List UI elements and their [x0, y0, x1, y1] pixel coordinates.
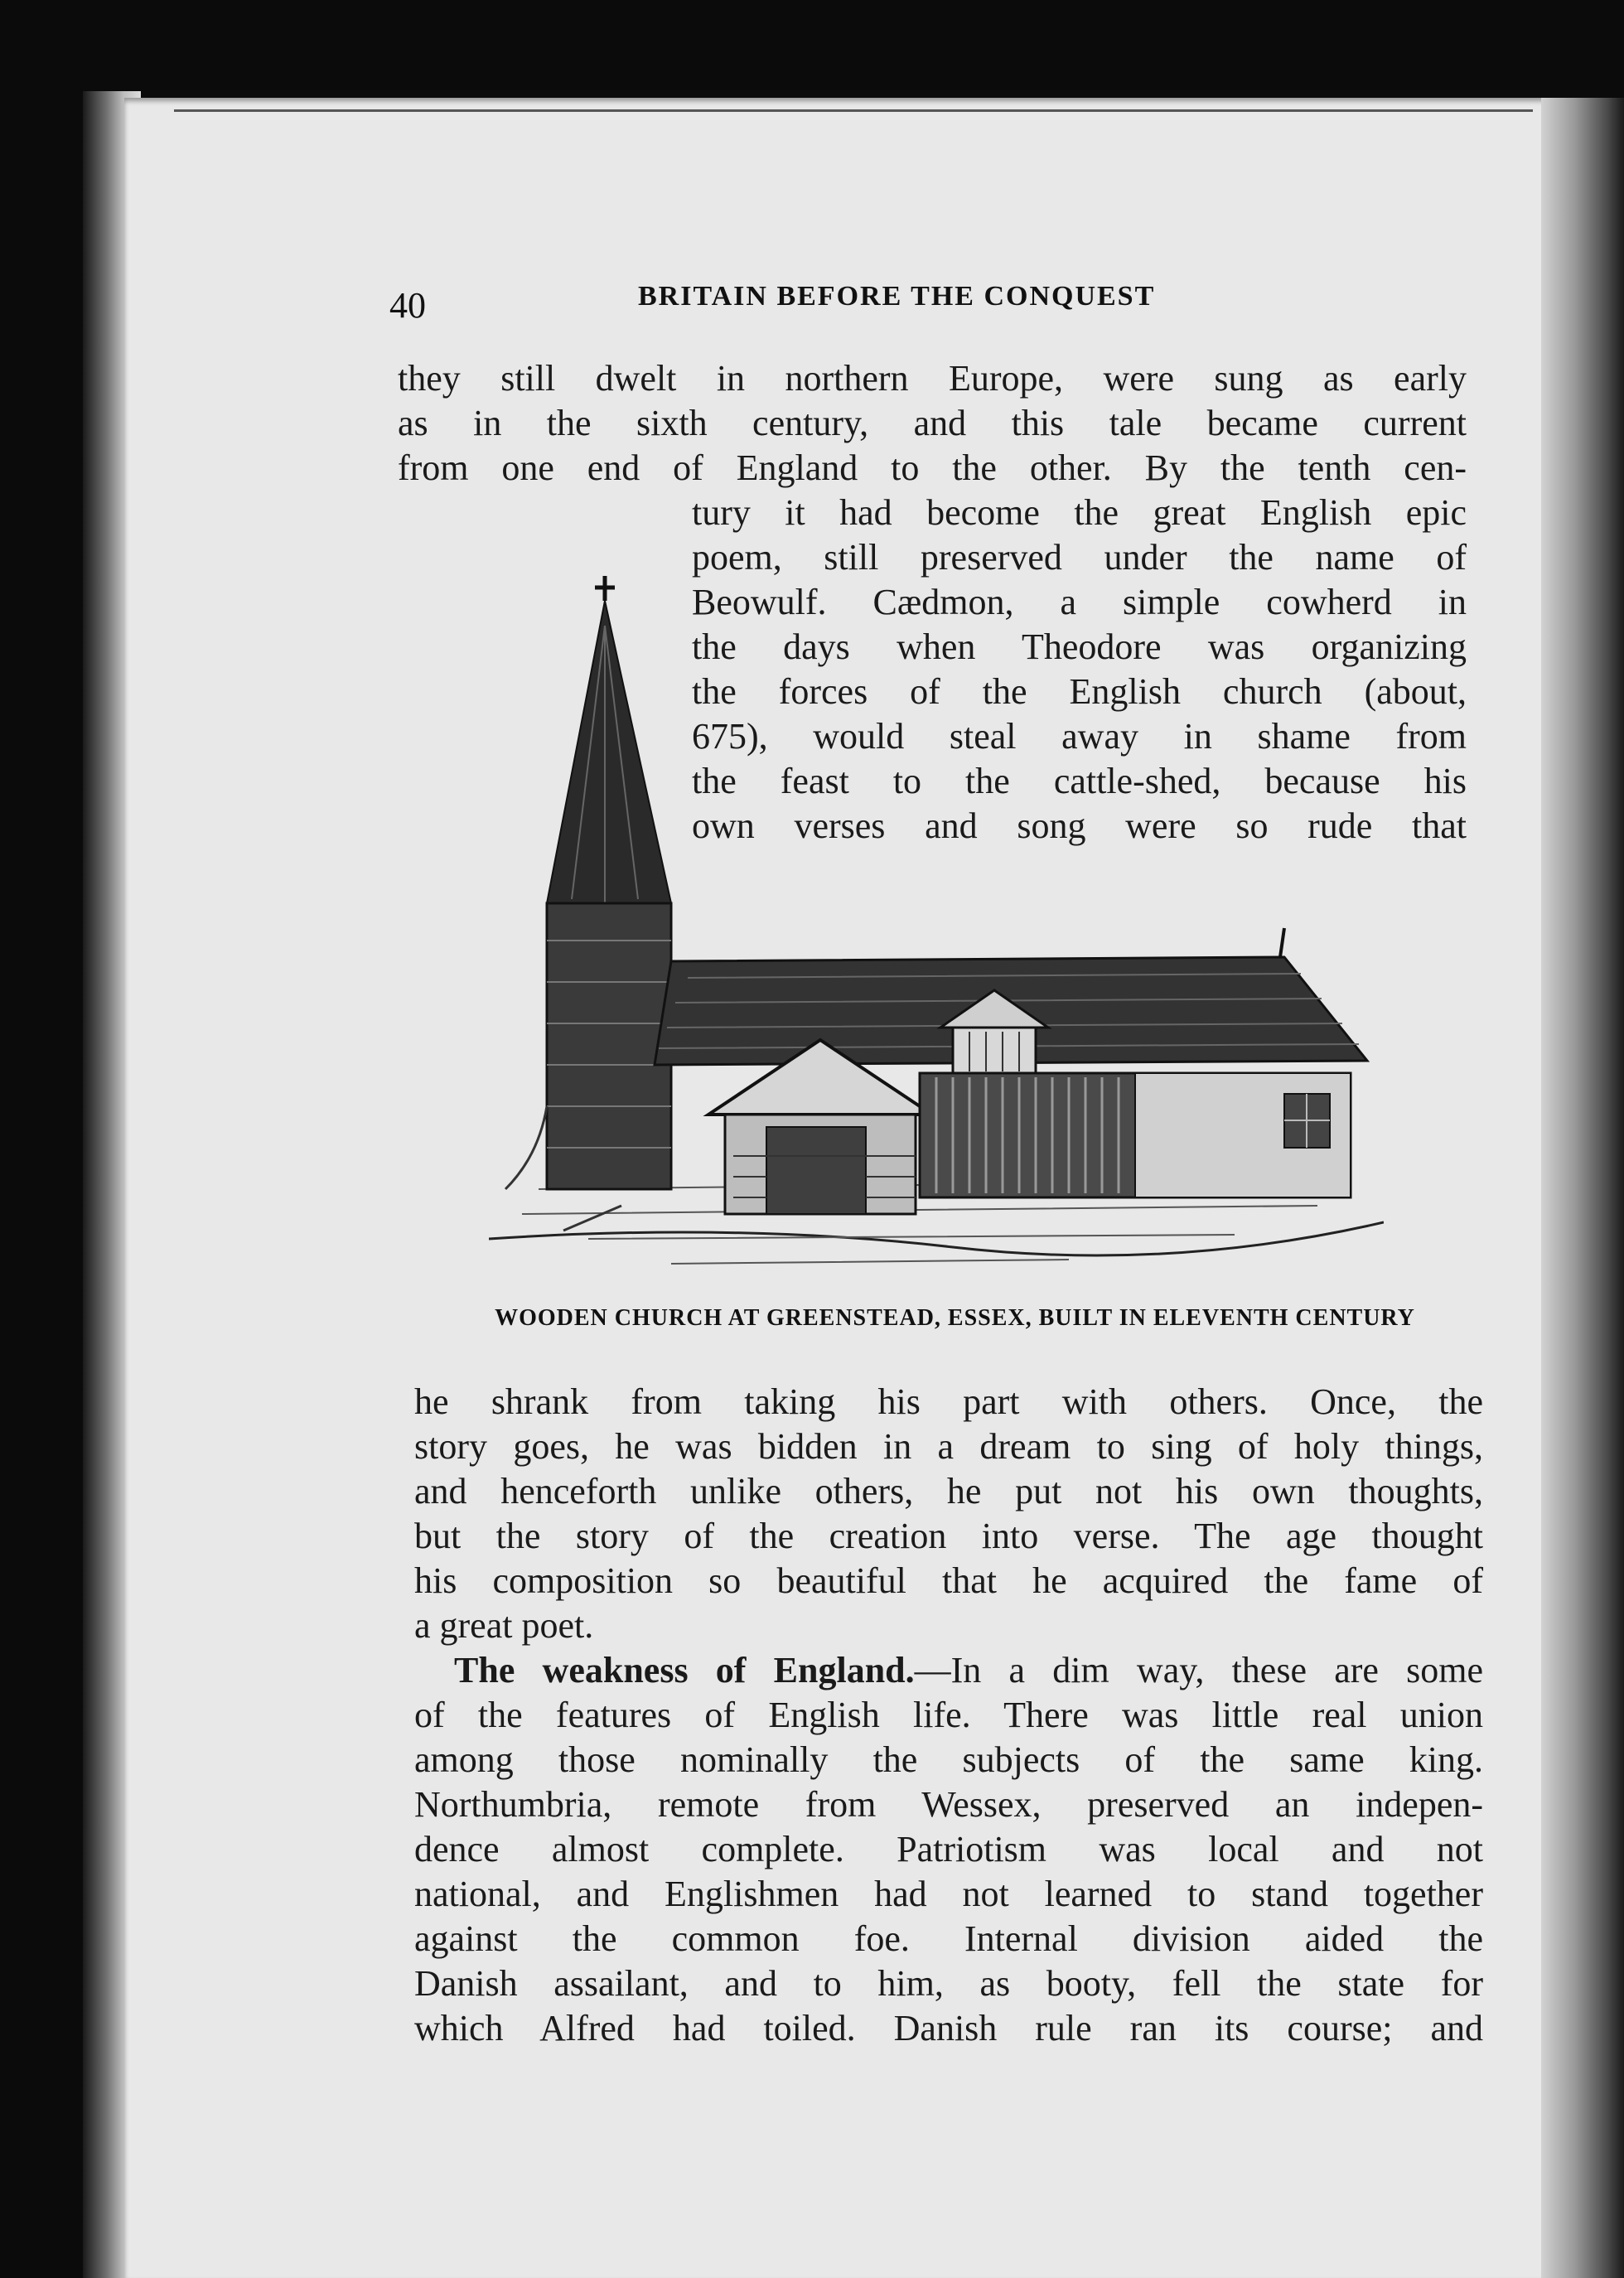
- text-line: tury it had become the great English epic: [692, 492, 1467, 533]
- text-line: the feast to the cattle-shed, because his: [692, 761, 1467, 801]
- page-number: 40: [389, 285, 426, 326]
- text-line: among those nominally the subjects of the same king.: [414, 1739, 1483, 1780]
- text-line: 675), would steal away in shame from: [692, 716, 1467, 757]
- church-illustration: [489, 576, 1384, 1305]
- paragraph-bottom: [414, 1380, 1483, 2051]
- text-line: of the features of English life. There was little real union: [414, 1695, 1483, 1735]
- text-line: national, and Englishmen had not learned to stand together: [414, 1874, 1483, 1914]
- text-line: which Alfred had toiled. Danish rule ran its course; and: [414, 2008, 1483, 2048]
- text-line: Danish assailant, and to him, as booty, fell the state for: [414, 1963, 1483, 2004]
- page-header: [389, 269, 1467, 336]
- text-line: own verses and song were so rude that: [692, 805, 1467, 846]
- section-heading: The weakness of England.: [454, 1650, 915, 1690]
- text-fragment: —In a dim way, these are some: [914, 1650, 1483, 1690]
- text-line: Beowulf. Cædmon, a simple cowherd in: [692, 582, 1467, 622]
- text-line: his composition so beautiful that he acquired the fame of: [414, 1560, 1483, 1601]
- text-line: but the story of the creation into verse. The age thought: [414, 1516, 1483, 1556]
- running-head: BRITAIN BEFORE THE CONQUEST: [638, 281, 1156, 312]
- page-edge: [1541, 98, 1624, 2278]
- text-line: against the common foe. Internal division aided the: [414, 1918, 1483, 1959]
- text-line: [414, 1648, 1483, 1693]
- text-line: he shrank from taking his part with others. Once, the: [414, 1381, 1483, 1422]
- top-rule: [174, 109, 1533, 112]
- text-line: and henceforth unlike others, he put not his own thoughts,: [414, 1471, 1483, 1511]
- paragraph-top: [398, 356, 1467, 491]
- text-line: Northumbria, remote from Wessex, preserved an indepen-: [414, 1784, 1483, 1825]
- text-line: story goes, he was bidden in a dream to sing of holy things,: [414, 1426, 1483, 1467]
- figure-caption: WOODEN CHURCH AT GREENSTEAD, ESSEX, BUILT IN ELEVENTH CENTURY: [495, 1305, 1415, 1331]
- text-line: from one end of England to the other. By the tenth cen-: [398, 447, 1467, 488]
- text-line: the forces of the English church (about,: [692, 671, 1467, 712]
- text-line: dence almost complete. Patriotism was local and not: [414, 1829, 1483, 1869]
- text-line: a great poet.: [414, 1605, 594, 1646]
- text-line: poem, still preserved under the name of: [692, 537, 1467, 578]
- text-line: they still dwelt in northern Europe, were sung as early: [398, 358, 1467, 399]
- text-line: the days when Theodore was organizing: [692, 626, 1467, 667]
- text-line: as in the sixth century, and this tale became current: [398, 403, 1467, 443]
